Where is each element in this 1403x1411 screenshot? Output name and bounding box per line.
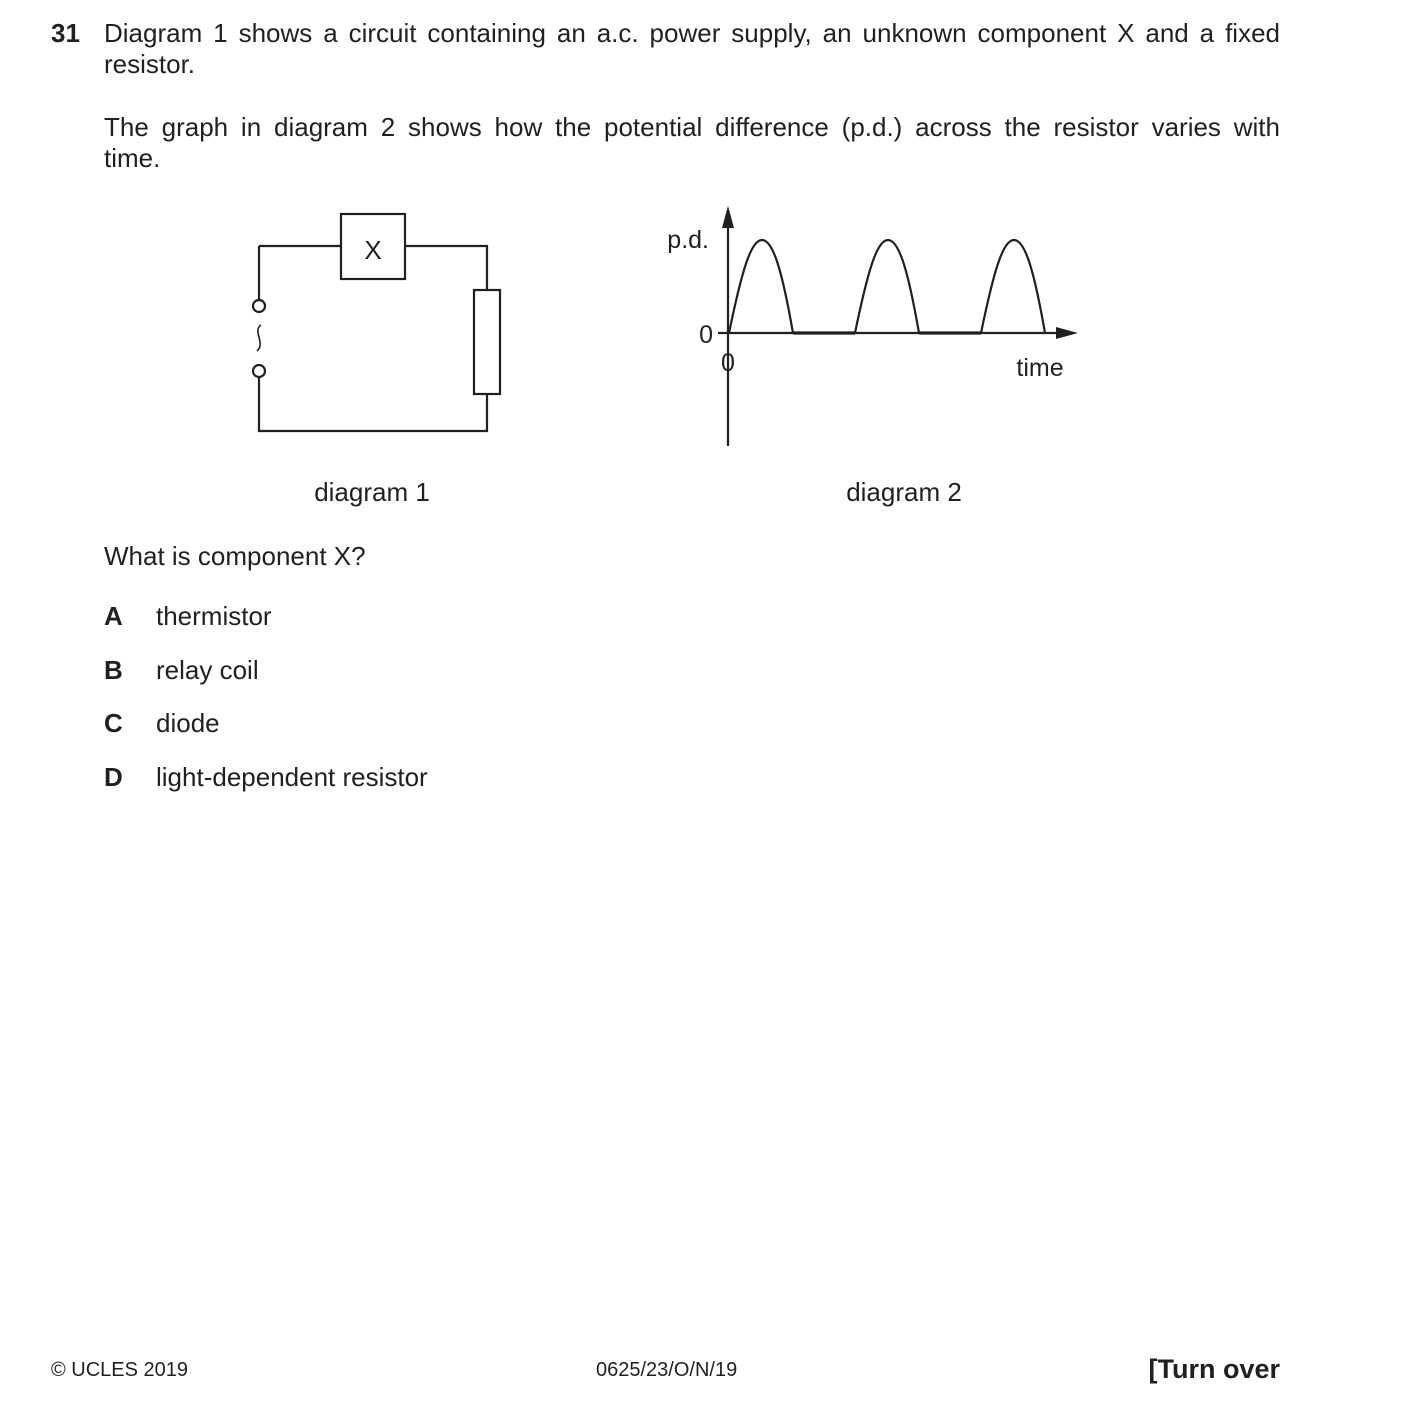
graph-line-2: time. bbox=[104, 143, 161, 173]
y-axis-arrowhead bbox=[722, 206, 734, 228]
option-a[interactable] bbox=[104, 601, 272, 632]
half-wave-2 bbox=[855, 240, 919, 333]
graph-line-1: The graph in diagram 2 shows how the potential difference (p.d.) across the resistor varies with bbox=[104, 112, 1280, 142]
intro-line-2: resistor. bbox=[104, 49, 196, 79]
question-intro-paragraph bbox=[104, 18, 1280, 80]
y-axis-label: p.d. bbox=[667, 226, 709, 254]
y-zero-tick-label: 0 bbox=[699, 321, 713, 349]
half-wave-3 bbox=[981, 240, 1045, 333]
question-number: 31 bbox=[51, 18, 80, 48]
supply-terminal-top bbox=[253, 300, 265, 312]
diagram-2-caption: diagram 2 bbox=[846, 477, 962, 507]
option-c-text: diode bbox=[156, 708, 220, 738]
fixed-resistor bbox=[474, 290, 500, 394]
x-axis-label: time bbox=[1016, 354, 1064, 382]
turn-over-label: [Turn over bbox=[1148, 1354, 1280, 1384]
option-b[interactable] bbox=[104, 655, 259, 686]
option-a-letter: A bbox=[104, 601, 123, 631]
diagram-1-caption: diagram 1 bbox=[314, 477, 430, 507]
wire-top-right bbox=[405, 246, 487, 290]
wire-left-lower bbox=[259, 378, 487, 431]
x-zero-tick-label: 0 bbox=[721, 349, 735, 377]
ac-supply-symbol bbox=[257, 325, 261, 351]
x-axis-arrowhead bbox=[1056, 327, 1078, 339]
option-d-letter: D bbox=[104, 762, 123, 792]
pd-time-graph bbox=[655, 200, 1090, 450]
half-wave-1 bbox=[729, 240, 793, 333]
option-b-letter: B bbox=[104, 655, 123, 685]
graph-description-paragraph bbox=[104, 112, 1280, 174]
option-d-text: light-dependent resistor bbox=[156, 762, 428, 792]
option-b-text: relay coil bbox=[156, 655, 259, 685]
option-c[interactable] bbox=[104, 708, 220, 739]
option-d[interactable] bbox=[104, 762, 428, 793]
footer-paper-code: 0625/23/O/N/19 bbox=[596, 1359, 738, 1381]
footer-copyright: © UCLES 2019 bbox=[51, 1359, 189, 1381]
option-c-letter: C bbox=[104, 708, 123, 738]
circuit-diagram bbox=[240, 205, 520, 445]
option-a-text: thermistor bbox=[156, 601, 272, 631]
question-prompt: What is component X? bbox=[104, 541, 366, 571]
intro-line-1: Diagram 1 shows a circuit containing an a.c. power supply, an unknown component X and a fixed bbox=[104, 18, 1280, 48]
component-x-label: X bbox=[364, 235, 382, 265]
supply-terminal-bottom bbox=[253, 365, 265, 377]
